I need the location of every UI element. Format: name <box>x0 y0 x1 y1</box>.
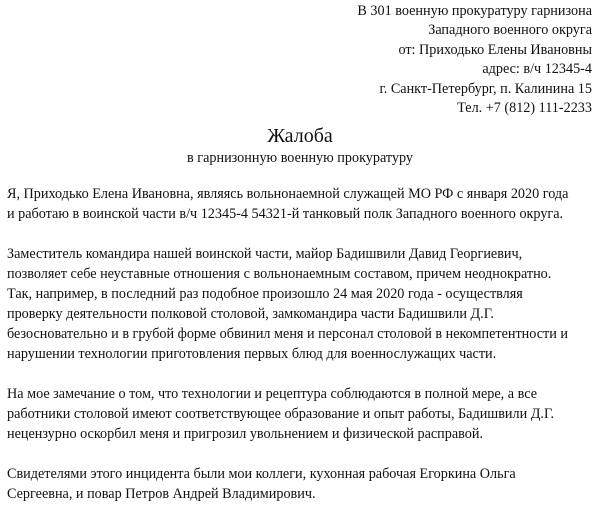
document-title: Жалоба <box>267 125 333 147</box>
document-subtitle: в гарнизонную военную прокуратуру <box>187 150 413 166</box>
paragraph-line: и работаю в воинской части в/ч 12345-4 54321-й танковый полк Западного военного округа. <box>7 206 564 222</box>
sender-address-line: адрес: в/ч 12345-4 <box>482 61 592 78</box>
sender-city-line: г. Санкт-Петербург, п. Калинина 15 <box>379 80 592 97</box>
paragraph-line: работники столовой имеют соответствующее образование и опыт работы, Бадишвили Д.Г. <box>7 406 555 422</box>
paragraph-line: Сергеевна, и повар Петров Андрей Владимирович. <box>7 486 316 502</box>
addressee-block <box>262 2 592 118</box>
sender-phone-line: Тел. +7 (812) 111-2233 <box>457 100 592 117</box>
paragraph-witnesses <box>7 464 595 504</box>
paragraph-line: Свидетелями этого инцидента были мои коллеги, кухонная рабочая Егоркина Ольга <box>7 466 516 482</box>
paragraph-line: безосновательно и в грубой форме обвинил меня и персонал столовой в некомпетентности и <box>7 326 568 342</box>
paragraph-line: проверку деятельности полковой столовой, замкомандира части Бадишвили Д.Г. <box>7 306 494 322</box>
addressee-line: Западного военного округа <box>428 22 592 39</box>
paragraph-line: Заместитель командира нашей воинской части, майор Бадишвили Давид Георгиевич, <box>7 246 523 262</box>
paragraph-line: нецензурно оскорбил меня и пригрозил увольнением и физической расправой. <box>7 426 483 442</box>
sender-line: от: Приходько Елены Ивановны <box>398 41 592 58</box>
addressee-line: В 301 военную прокуратуру гарнизона <box>357 3 592 19</box>
paragraph-line: позволяет себе неуставные отношения с вольнонаемным составом, причем неоднократно. <box>7 266 552 282</box>
paragraph-introduction <box>7 184 595 224</box>
title-block <box>0 124 600 168</box>
paragraph-response <box>7 384 595 444</box>
paragraph-incident <box>7 244 595 364</box>
complaint-body <box>7 184 595 524</box>
paragraph-line: Я, Приходько Елена Ивановна, являясь вольнонаемной служащей МО РФ с января 2020 года <box>7 186 569 202</box>
paragraph-line: Так, например, в последний раз подобное произошло 24 мая 2020 года - осуществляя <box>7 286 523 302</box>
paragraph-line: нарушении технологии приготовления первых блюд для военнослужащих части. <box>7 346 497 362</box>
paragraph-line: На мое замечание о том, что технологии и рецептура соблюдаются в полной мере, а все <box>7 386 538 402</box>
